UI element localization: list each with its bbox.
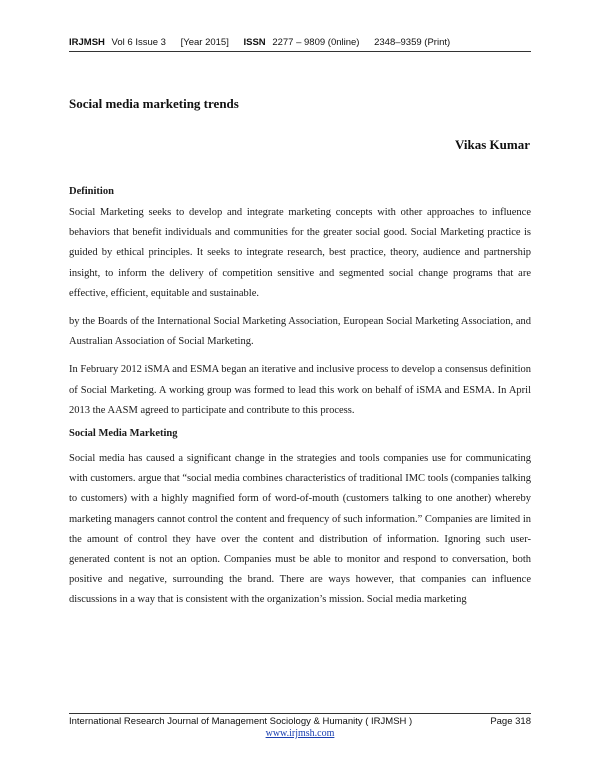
volume-issue: Vol 6 Issue 3: [111, 37, 166, 48]
paragraph: In February 2012 iSMA and ESMA began an iterative and inclusive process to develop a consensus definition of Social Marketing. A working group was formed to lead this work on behalf of iSMA and ESMA. In April 2013 the AASM agreed to participate and contribute to this process.: [69, 364, 531, 416]
section-heading-social-media-marketing: Social Media Marketing: [69, 428, 178, 440]
issn-label: ISSN: [243, 37, 266, 48]
issn-online: 2277 – 9809 (0nline): [272, 37, 360, 48]
article-author: Vikas Kumar: [455, 137, 530, 152]
article-body: [69, 185, 531, 619]
journal-abbrev: IRJMSH: [69, 37, 105, 48]
article-title: Social media marketing trends: [69, 96, 239, 111]
running-header: [69, 37, 539, 48]
footer-journal-name: International Research Journal of Management Sociology & Humanity ( IRJMSH ): [69, 716, 413, 727]
page-number: Page 318: [490, 716, 531, 727]
section-heading-definition: Definition: [69, 186, 114, 197]
website-link[interactable]: www.irjmsh.com: [265, 728, 335, 739]
paragraph: Social media has caused a significant change in the strategies and tools companies use for communicating with customers. argue that “social media combines characteristics of traditional IMC tools (companies talking to customers) with a highly magnified form of word-of-mouth (customers talking to one another) whereby marketing managers cannot control the content and frequency of such information.” Companies are limited in the amount of control they have over the content and distribution of information. Ignoring such user-generated content is not an option. Companies must be able to monitor and respond to conversation, both positive and negative, surrounding the brand. There are ways however, that companies can influence discussions in a way that is consistent with the organization’s mission. Social media marketing: [69, 453, 531, 606]
header-divider: [69, 51, 531, 52]
footer-divider: [69, 713, 531, 714]
running-footer: [69, 716, 531, 727]
paragraph: by the Boards of the International Social Marketing Association, European Social Marketing Association, and Australian Association of Social Marketing.: [69, 316, 531, 348]
paragraph: Social Marketing seeks to develop and integrate marketing concepts with other approaches to influence behaviors that benefit individuals and communities for the greater social good. Social Marketing practice is guided by ethical principles. It seeks to integrate research, best practice, theory, audience and partnership insight, to inform the delivery of competition sensitive and segmented social change programs that are effective, efficient, equitable and sustainable.: [69, 207, 531, 299]
issue-year: [Year 2015]: [180, 37, 229, 48]
issn-print: 2348–9359 (Print): [374, 37, 451, 48]
